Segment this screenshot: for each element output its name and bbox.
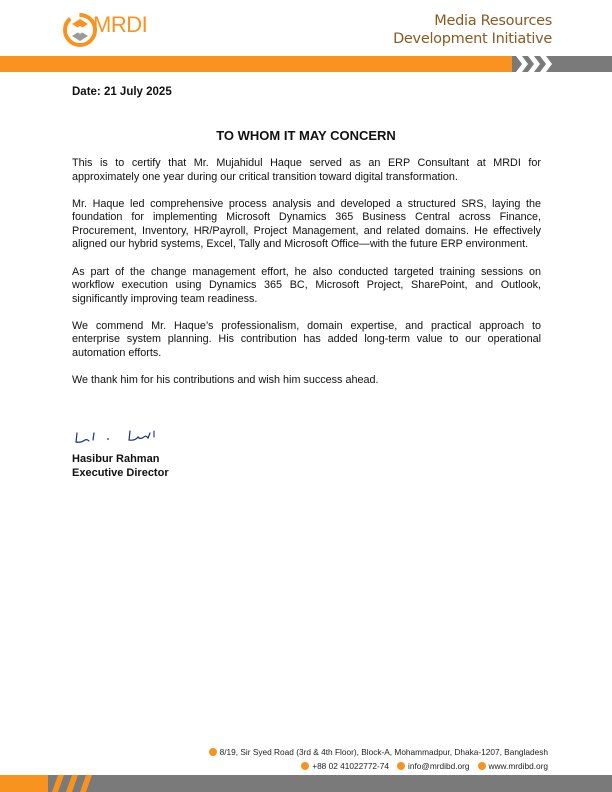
footer-website[interactable]: www.mrdibd.org [488,761,548,771]
paragraph: As part of the change management effort, he also conducted targeted training sessions on workflow execution using Dynamics 365 BC, Microsoft Project, SharePoint, and Outlook, significantly improving team readiness. [72,265,541,305]
org-name-line-2: Development Initiative [393,31,552,47]
letter-body [72,157,541,401]
letter-date: Date: 21 July 2025 [72,86,172,98]
phone-icon [301,762,309,770]
email-icon [397,762,405,770]
paragraph: This is to certify that Mr. Mujahidul Haque served as an ERP Consultant at MRDI for approximately one year during our critical transition toward digital transformation. [72,157,541,183]
web-icon [478,762,486,770]
footer-contact [209,745,548,773]
header-band [0,56,612,72]
organization-name [393,12,552,48]
location-icon [209,748,217,756]
signer-title: Executive Director [72,467,169,479]
paragraph: We commend Mr. Haque’s professionalism, domain expertise, and practical approach to enterprise system planning. His contribution has added long-term value to our operational automation efforts. [72,319,541,360]
footer-band [0,775,612,792]
footer-phone: +88 02 41022772-74 [312,761,390,771]
letter-title: TO WHOM IT MAY CONCERN [216,128,396,143]
footer-address-line [209,745,548,759]
footer-address: 8/19, Sir Syed Road (3rd & 4th Floor), Block-A, Mohammadpur, Dhaka-1207, Bangladesh [219,747,548,757]
footer-contact-line [209,759,548,773]
signer-block [72,452,169,480]
handwritten-signature [72,427,164,447]
logo-emblem-icon [65,15,95,45]
org-name-line-1: Media Resources [434,13,552,29]
paragraph: Mr. Haque led comprehensive process analysis and developed a structured SRS, laying the foundation for implementing Microsoft Dynamics 365 Business Central across Finance, Procurement, Inventory, HR/Payroll, Project Management, and related domains. He effectively aligned our hybrid systems, Excel, Tally and Microsoft Office—with the future ERP environment. [72,197,541,251]
paragraph: We thank him for his contributions and wish him success ahead. [72,374,379,387]
signer-name: Hasibur Rahman [72,453,160,465]
logo-text: MRDI [93,12,148,37]
footer-email[interactable]: info@mrdibd.org [408,761,470,771]
